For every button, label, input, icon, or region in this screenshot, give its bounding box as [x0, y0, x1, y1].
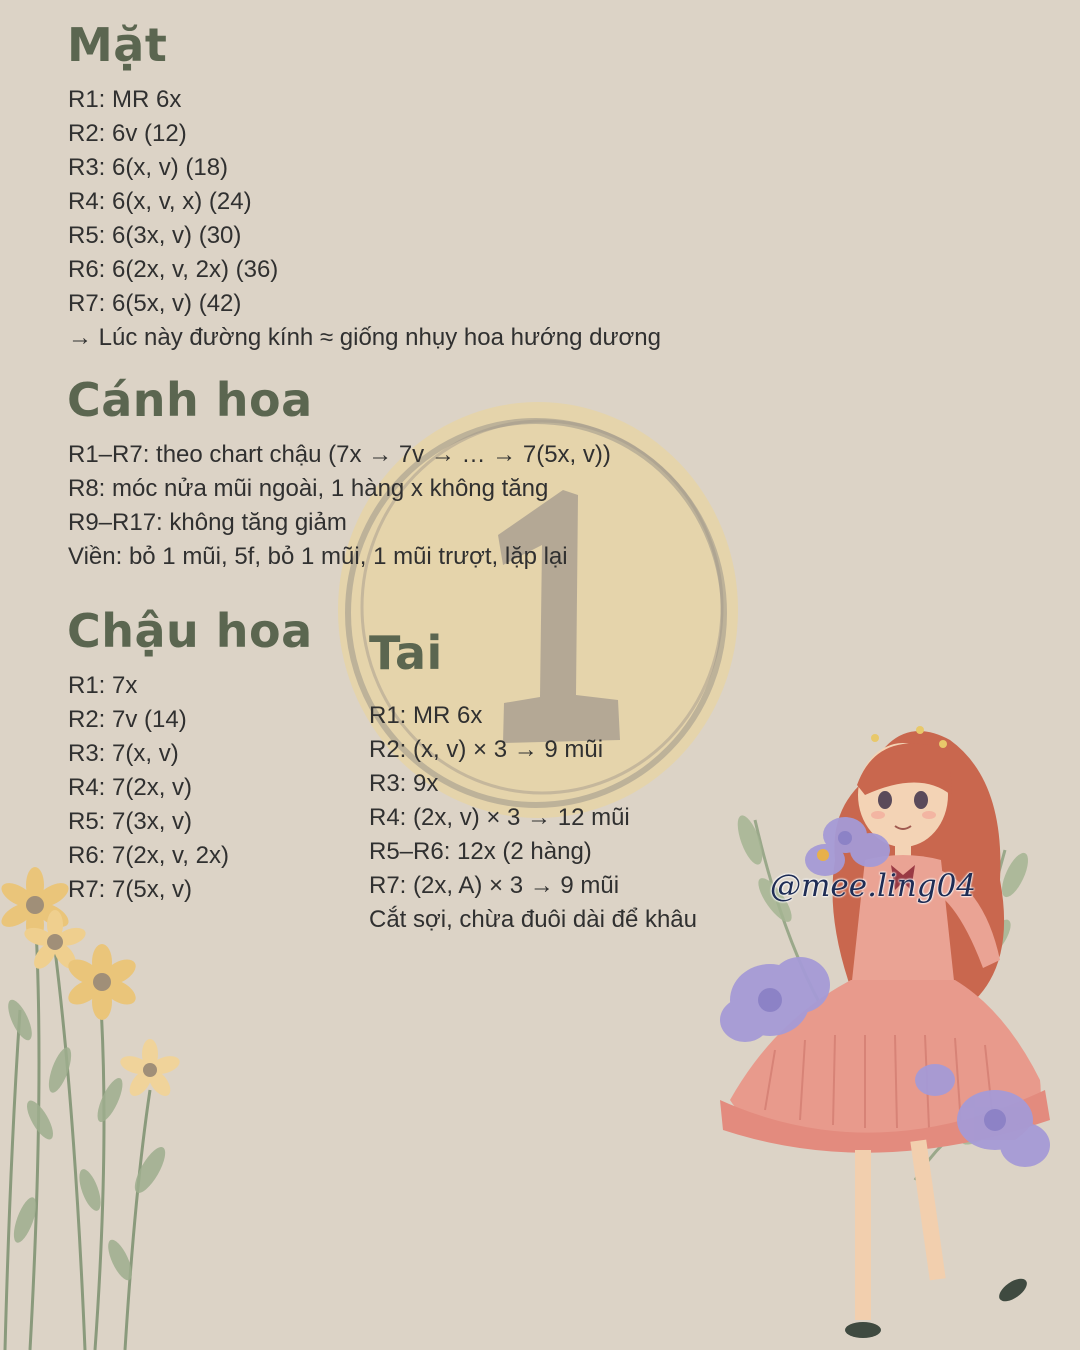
instruction-line: R8: móc nửa mũi ngoài, 1 hàng x không tăng: [68, 475, 549, 502]
author-handle: @mee.ling04: [770, 868, 977, 904]
instruction-line: R2: 7v (14): [68, 706, 187, 733]
section-title-chau-hoa: Chậu hoa: [67, 604, 313, 658]
left-flowers-illustration: [0, 860, 200, 1350]
instruction-line: Viền: bỏ 1 mũi, 5f, bỏ 1 mũi, 1 mũi trượt, lặp lại: [68, 543, 568, 570]
instruction-line: R1: MR 6x: [369, 702, 483, 729]
instruction-line: R4: 7(2x, v): [68, 774, 193, 801]
instruction-line: R5: 6(3x, v) (30): [68, 222, 242, 249]
instruction-line: R1: MR 6x: [68, 86, 182, 113]
instruction-line: → Lúc này đường kính ≈ giống nhụy hoa hướng dương: [68, 324, 661, 351]
instruction-line: R5: 7(3x, v): [68, 808, 193, 835]
instruction-line: R2: (x, v) × 3 → 9 mũi: [369, 736, 604, 763]
instruction-line: R7: 7(5x, v): [68, 876, 193, 903]
canh-hoa-instructions: [68, 438, 611, 574]
instruction-line: R6: 7(2x, v, 2x): [68, 842, 229, 869]
instruction-line: R7: (2x, A) × 3 → 9 mũi: [369, 872, 620, 899]
mat-instructions: [68, 83, 661, 355]
instruction-line: R6: 6(2x, v, 2x) (36): [68, 256, 279, 283]
instruction-line: R1: 7x: [68, 672, 138, 699]
instruction-line: R9–R17: không tăng giảm: [68, 509, 347, 536]
section-title-canh-hoa: Cánh hoa: [67, 373, 313, 427]
watermark-number: 1: [328, 395, 329, 396]
section-title-mat: Mặt: [67, 18, 168, 72]
chau-hoa-instructions: [68, 669, 229, 907]
instruction-line: R4: 6(x, v, x) (24): [68, 188, 252, 215]
section-title-tai: Tai: [369, 626, 443, 680]
instruction-line: R3: 6(x, v) (18): [68, 154, 229, 181]
tai-instructions: [369, 699, 697, 937]
instruction-line: R5–R6: 12x (2 hàng): [369, 838, 592, 865]
instruction-line: R7: 6(5x, v) (42): [68, 290, 242, 317]
girl-with-flowers-illustration: [715, 700, 1060, 1350]
instruction-line: R1–R7: theo chart chậu (7x → 7v → … → 7(5x, v)): [68, 441, 611, 468]
instruction-line: R3: 7(x, v): [68, 740, 179, 767]
instruction-line: R4: (2x, v) × 3 → 12 mũi: [369, 804, 630, 831]
instruction-line: R2: 6v (12): [68, 120, 187, 147]
instruction-line: Cắt sợi, chừa đuôi dài để khâu: [369, 906, 697, 933]
instruction-line: R3: 9x: [369, 770, 439, 797]
